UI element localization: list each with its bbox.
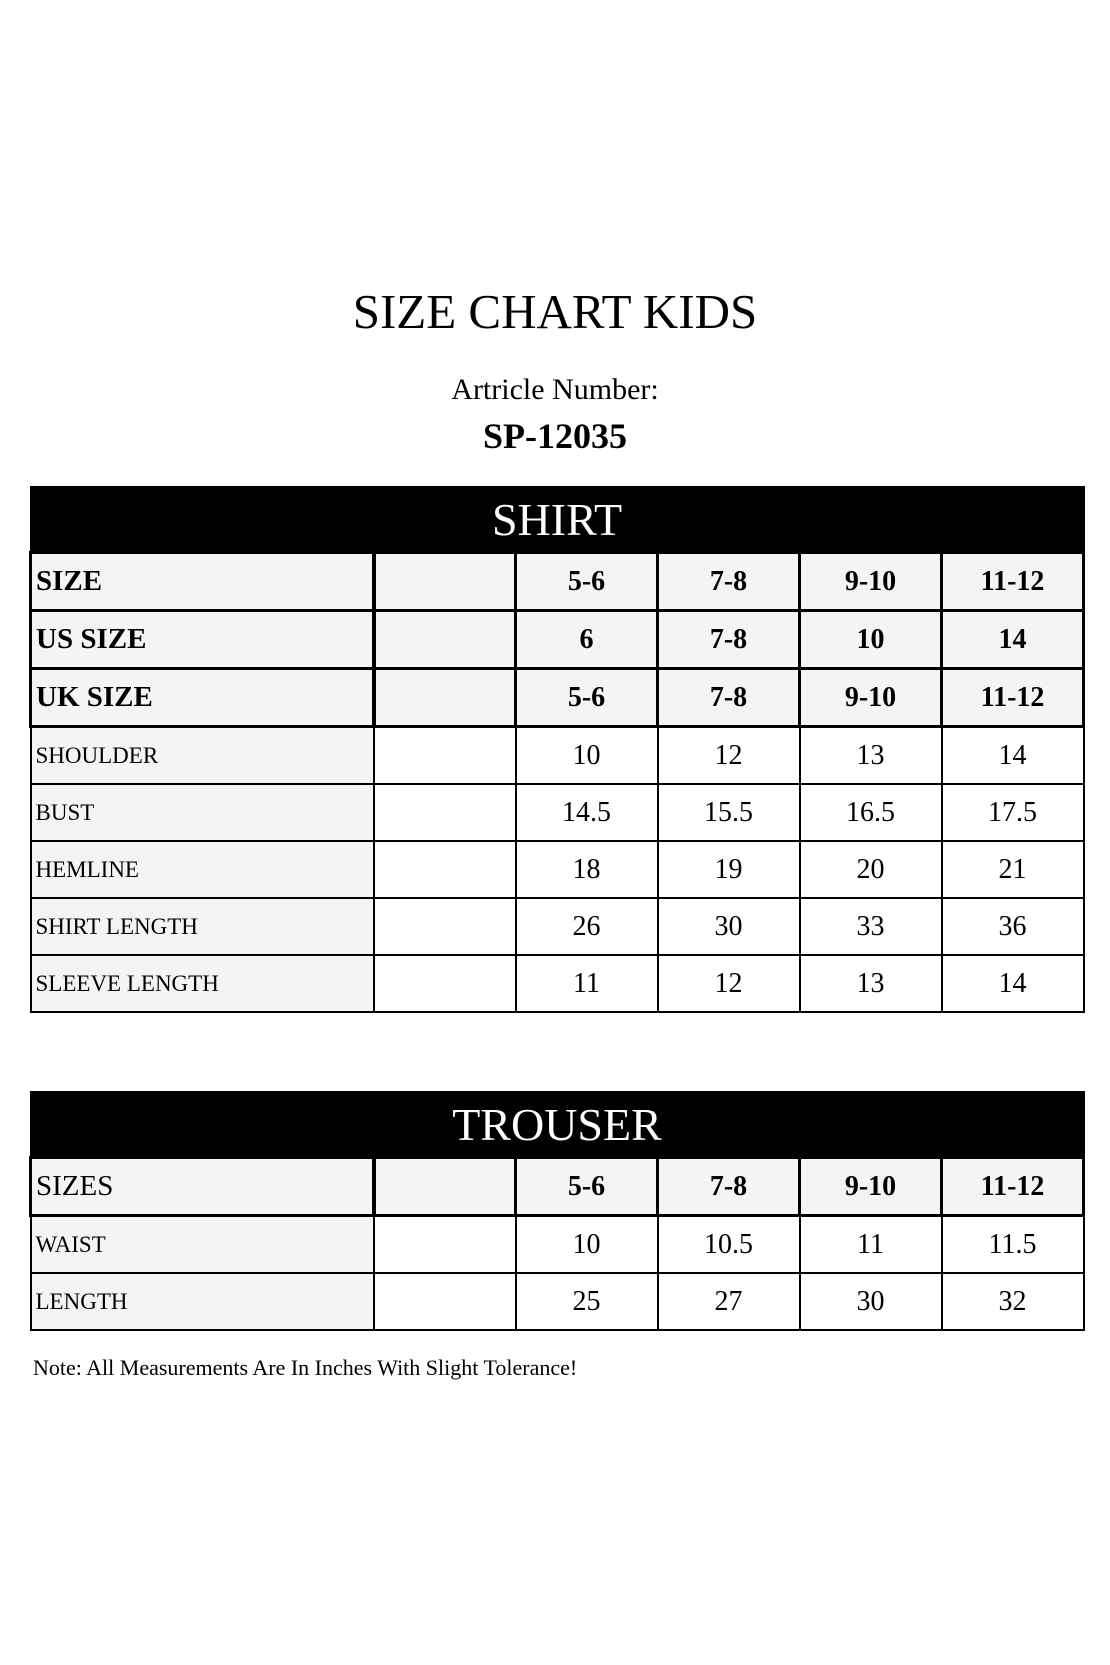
table-row bbox=[31, 1273, 1084, 1330]
measurement-cell: 14 bbox=[942, 727, 1084, 785]
table-row bbox=[31, 669, 1084, 727]
measurement-cell: 17.5 bbox=[942, 784, 1084, 841]
size-cell: 9-10 bbox=[800, 669, 942, 727]
row-label: SHOULDER bbox=[31, 727, 374, 785]
blank-cell bbox=[374, 611, 516, 669]
trouser-size-table bbox=[29, 1091, 1085, 1331]
blank-cell bbox=[374, 553, 516, 611]
measurement-cell: 36 bbox=[942, 898, 1084, 955]
measurement-cell: 12 bbox=[658, 955, 800, 1012]
measurement-cell: 21 bbox=[942, 841, 1084, 898]
blank-cell bbox=[374, 669, 516, 727]
table-row bbox=[31, 784, 1084, 841]
size-cell: 14 bbox=[942, 611, 1084, 669]
measurement-cell: 11.5 bbox=[942, 1216, 1084, 1274]
size-cell: 11-12 bbox=[942, 669, 1084, 727]
blank-cell bbox=[374, 1158, 516, 1216]
size-cell: 7-8 bbox=[658, 611, 800, 669]
measurement-cell: 10 bbox=[516, 727, 658, 785]
measurement-cell: 13 bbox=[800, 727, 942, 785]
table-row bbox=[31, 727, 1084, 785]
shirt-size-table bbox=[29, 486, 1085, 1013]
row-label: WAIST bbox=[31, 1216, 374, 1274]
size-cell: 9-10 bbox=[800, 1158, 942, 1216]
measurement-cell: 14 bbox=[942, 955, 1084, 1012]
table-row bbox=[31, 553, 1084, 611]
size-cell: 11-12 bbox=[942, 553, 1084, 611]
measurement-cell: 11 bbox=[800, 1216, 942, 1274]
measurement-cell: 13 bbox=[800, 955, 942, 1012]
trouser-heading: TROUSER bbox=[31, 1092, 1084, 1158]
row-label: SHIRT LENGTH bbox=[31, 898, 374, 955]
shirt-heading: SHIRT bbox=[31, 487, 1084, 553]
measurement-cell: 10.5 bbox=[658, 1216, 800, 1274]
measurement-cell: 25 bbox=[516, 1273, 658, 1330]
measurement-cell: 32 bbox=[942, 1273, 1084, 1330]
size-cell: 10 bbox=[800, 611, 942, 669]
measurement-cell: 12 bbox=[658, 727, 800, 785]
row-label: SIZES bbox=[31, 1158, 374, 1216]
table-row bbox=[31, 898, 1084, 955]
measurement-cell: 20 bbox=[800, 841, 942, 898]
row-label: UK SIZE bbox=[31, 669, 374, 727]
blank-cell bbox=[374, 727, 516, 785]
measurement-cell: 16.5 bbox=[800, 784, 942, 841]
size-cell: 6 bbox=[516, 611, 658, 669]
blank-cell bbox=[374, 898, 516, 955]
measurement-cell: 10 bbox=[516, 1216, 658, 1274]
measurement-cell: 30 bbox=[658, 898, 800, 955]
row-label: US SIZE bbox=[31, 611, 374, 669]
row-label: SIZE bbox=[31, 553, 374, 611]
measurement-cell: 33 bbox=[800, 898, 942, 955]
blank-cell bbox=[374, 784, 516, 841]
row-label: LENGTH bbox=[31, 1273, 374, 1330]
row-label: SLEEVE LENGTH bbox=[31, 955, 374, 1012]
measurement-cell: 14.5 bbox=[516, 784, 658, 841]
size-cell: 5-6 bbox=[516, 669, 658, 727]
measurement-cell: 15.5 bbox=[658, 784, 800, 841]
row-label: HEMLINE bbox=[31, 841, 374, 898]
measurement-cell: 19 bbox=[658, 841, 800, 898]
size-cell: 9-10 bbox=[800, 553, 942, 611]
blank-cell bbox=[374, 1216, 516, 1274]
size-cell: 5-6 bbox=[516, 553, 658, 611]
size-cell: 5-6 bbox=[516, 1158, 658, 1216]
row-label: BUST bbox=[31, 784, 374, 841]
table-row bbox=[31, 955, 1084, 1012]
measurement-cell: 30 bbox=[800, 1273, 942, 1330]
size-cell: 7-8 bbox=[658, 669, 800, 727]
measurement-cell: 27 bbox=[658, 1273, 800, 1330]
measurement-cell: 11 bbox=[516, 955, 658, 1012]
article-number-label: Artricle Number: bbox=[451, 373, 659, 406]
measurement-note: Note: All Measurements Are In Inches With Slight Tolerance! bbox=[33, 1355, 578, 1380]
blank-cell bbox=[374, 841, 516, 898]
blank-cell bbox=[374, 955, 516, 1012]
blank-cell bbox=[374, 1273, 516, 1330]
measurement-cell: 18 bbox=[516, 841, 658, 898]
measurement-cell: 26 bbox=[516, 898, 658, 955]
size-cell: 11-12 bbox=[942, 1158, 1084, 1216]
table-row bbox=[31, 611, 1084, 669]
page-title: SIZE CHART KIDS bbox=[352, 284, 758, 339]
table-row bbox=[31, 1158, 1084, 1216]
size-cell: 7-8 bbox=[658, 553, 800, 611]
table-row bbox=[31, 841, 1084, 898]
table-row bbox=[31, 1216, 1084, 1274]
size-cell: 7-8 bbox=[658, 1158, 800, 1216]
article-number-value: SP-12035 bbox=[483, 416, 627, 456]
